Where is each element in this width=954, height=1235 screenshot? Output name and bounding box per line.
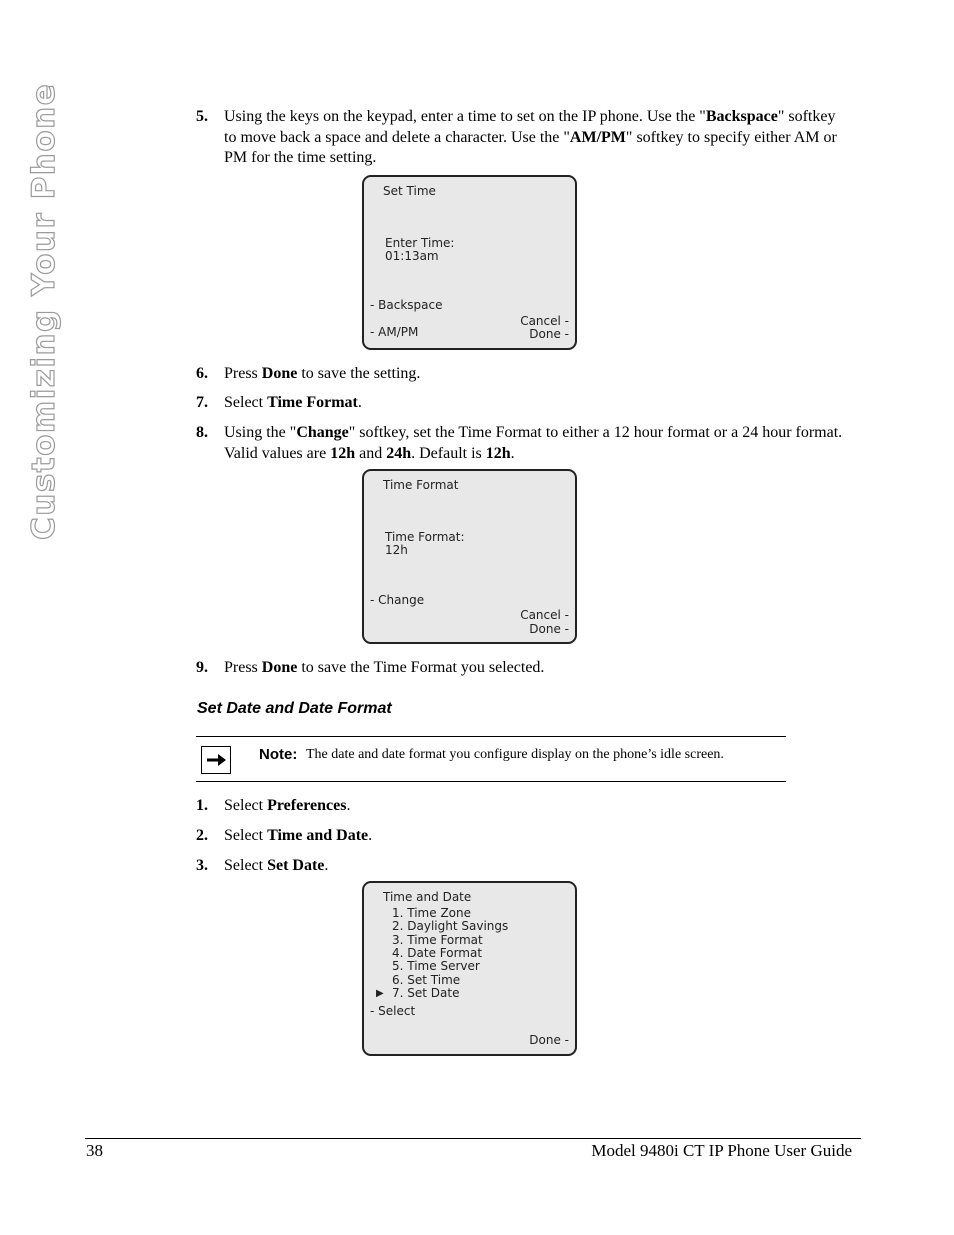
step-7 xyxy=(196,393,846,414)
screen-title: Time Format xyxy=(383,478,459,492)
note-bottom-rule xyxy=(196,781,786,782)
menu-item[interactable]: 3. Time Format xyxy=(392,932,483,947)
step-text: Select Time Format. xyxy=(224,394,362,411)
softkey-change[interactable]: - Change xyxy=(370,593,425,607)
arrow-right-icon xyxy=(201,746,231,774)
screen-field-value[interactable]: 01:13am xyxy=(385,249,439,263)
emphasis: 24h xyxy=(386,444,412,462)
step-3 xyxy=(196,856,846,877)
section-heading: Set Date and Date Format xyxy=(197,700,392,717)
step-number: 8. xyxy=(196,424,208,441)
step-text: Select Set Date. xyxy=(224,857,329,874)
emphasis: Done xyxy=(261,365,298,382)
step-number: 5. xyxy=(196,108,208,125)
screen-title: Time and Date xyxy=(383,890,472,904)
step-9 xyxy=(196,658,846,679)
step-number: 7. xyxy=(196,394,208,411)
step-6 xyxy=(196,364,846,385)
step-number: 9. xyxy=(196,659,208,676)
phone-screen-set-time xyxy=(362,175,577,350)
step-5 xyxy=(196,107,846,169)
menu-item[interactable]: 6. Set Time xyxy=(392,972,461,987)
step-text: Select Time and Date. xyxy=(224,827,373,844)
screen-title: Set Time xyxy=(383,184,436,198)
menu-item[interactable]: 5. Time Server xyxy=(392,959,480,974)
softkey-select[interactable]: - Select xyxy=(370,1004,416,1018)
step-8 xyxy=(196,423,846,464)
step-text: Press Done to save the Time Format you selected. xyxy=(224,659,545,676)
step-number: 3. xyxy=(196,857,208,874)
step-number: 6. xyxy=(196,365,208,382)
softkey-done[interactable]: Done - xyxy=(529,327,569,341)
menu-item[interactable]: 7. Set Date xyxy=(392,985,460,1000)
emphasis: Backspace xyxy=(705,108,778,125)
menu-item[interactable]: 2. Daylight Savings xyxy=(392,919,509,934)
menu-item[interactable]: 4. Date Format xyxy=(392,945,483,960)
step-text: Using the keys on the keypad, enter a time to set on the IP phone. Use the "Backspace" softkey to move back a space and delete a character. Use the "AM/PM" softkey to specify either AM or PM for the time setting. xyxy=(224,108,837,166)
guide-title: Model 9480i CT IP Phone User Guide xyxy=(591,1141,852,1160)
softkey-cancel[interactable]: Cancel - xyxy=(520,314,569,328)
emphasis: Preferences xyxy=(267,797,347,814)
emphasis: 12h xyxy=(330,444,356,462)
softkey-done[interactable]: Done - xyxy=(529,622,569,636)
emphasis: Set Date xyxy=(267,857,325,874)
emphasis: Time and Date xyxy=(267,827,369,844)
softkey-backspace[interactable]: - Backspace xyxy=(370,298,443,312)
screen-field-label: Enter Time: xyxy=(385,236,455,250)
selection-cursor-icon: ▶ xyxy=(376,987,384,999)
step-text: Using the "Change" softkey, set the Time Format to either a 12 hour format or a 24 hour format. Valid values are 12h and 24h. Default is 12h. xyxy=(224,424,843,462)
emphasis: Change xyxy=(296,424,349,441)
emphasis: Done xyxy=(261,659,298,676)
menu-item[interactable]: 1. Time Zone xyxy=(392,906,471,920)
step-2 xyxy=(196,826,846,847)
step-text: Select Preferences. xyxy=(224,797,351,814)
softkey-am-pm[interactable]: - AM/PM xyxy=(370,325,419,339)
softkey-done[interactable]: Done - xyxy=(529,1033,569,1047)
phone-screen-time-and-date xyxy=(362,881,577,1056)
footer-rule xyxy=(85,1138,861,1139)
screen-field-label: Time Format: xyxy=(385,530,465,544)
step-1 xyxy=(196,796,846,817)
screen-field-value[interactable]: 12h xyxy=(385,543,408,557)
note-text: The date and date format you configure display on the phone’s idle screen. xyxy=(306,747,724,762)
step-text: Press Done to save the setting. xyxy=(224,365,421,382)
softkey-cancel[interactable]: Cancel - xyxy=(520,608,569,622)
emphasis: 12h xyxy=(485,444,511,462)
step-number: 1. xyxy=(196,797,208,814)
page-number: 38 xyxy=(86,1141,103,1160)
note-label: Note: xyxy=(259,746,298,763)
emphasis: Time Format xyxy=(267,394,358,411)
phone-screen-time-format xyxy=(362,469,577,644)
note-top-rule xyxy=(196,736,786,737)
step-number: 2. xyxy=(196,827,208,844)
emphasis: AM/PM xyxy=(569,128,626,146)
chapter-side-title: Customizing Your Phone xyxy=(26,82,62,540)
